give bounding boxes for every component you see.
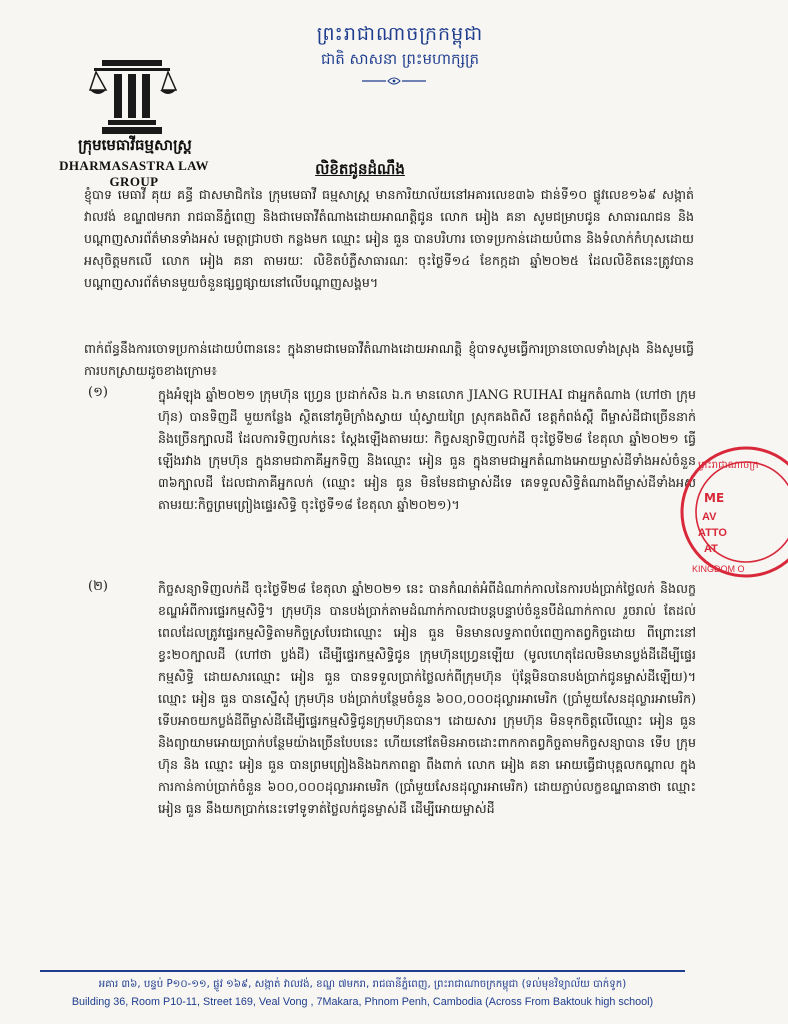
footer-address-khmer: អគារ ៣៦, បន្ទប់ P១០-១១, ផ្លូវ ១៦៩, សង្កាត់ វាលវង់, ខណ្ឌ ៧មករា, រាជធានីភ្នំពេញ, ព្រះរាជាណាចក្រកម្ពុជា (ទល់មុខវិទ្យាល័យ បាក់ទូក) (98, 979, 627, 990)
stamp-text: AT (704, 543, 718, 555)
stamp-text: ព្រះរាជាណាចក្រ (698, 460, 759, 471)
item-text: ក្នុងអំឡុង ឆ្នាំ២០២១ ក្រុមហ៊ុន ហ្វ្រេន ប្រដាក់សិន ឯ.ក មានលោក JIANG RUIHAI ជាអ្នកតំណាង (ហៅថា ក្រុមហ៊ុន) បានទិញដី មួយកន្លែង ស្ថិតនៅភូមិក្រាំងស្វាយ ឃុំស្វាយព្រៃ ស្រុកគងពិសី ខេត្តកំពង់ស្ពឺ ពីម្ចាស់ដីជាច្រើននាក់ និងច្រើនក្បាលដី ដែលការទិញលក់នេះ ស្តែងឡើងតាមរយៈ កិច្ចសន្យាទិញលក់ដី ចុះថ្ងៃទី២៨ ខែតុលា ឆ្នាំ២០២១ ធ្វើឡើងរវាង ក្រុមហ៊ុន ក្នុងនាមជាភាគីអ្នកទិញ និងឈ្មោះ អៀន ធួន ក្នុងនាមជាអ្នកតំណាងអោយម្ចាស់ដីទាំងអស់ចំនួន ៣៦ក្បាលដី ដែលជាភាគីអ្នកលក់ (ឈ្មោះ អៀន ធួន មិនមែនជាម្ចាស់ដីទេ គេទទួលសិទ្ធិតំណាងពីម្ចាស់ដីទាំងអស់ តាមរយៈកិច្ចព្រមព្រៀងផ្ទេរសិទ្ធិ ចុះថ្ងៃទី១៨ ខែតុលា ឆ្នាំ២០២១)។ (158, 387, 696, 512)
stamp-text: AV (702, 511, 717, 523)
intro-paragraph-2: ពាក់ព័ន្ធនឹងការចោទប្រកាន់ដោយបំពាននេះ ក្នុងនាមជាមេធាវីតំណាងដោយអាណត្តិ ខ្ញុំបាទសូមធ្វើការច្រានចោលទាំងស្រុង និងសូមធ្វើការបកស្រាយដូចខាងក្រោម៖ (84, 341, 694, 378)
firm-name-english: DHARMASASTRA LAW GROUP (59, 158, 209, 189)
official-seal-stamp-icon (678, 440, 788, 590)
stamp-text: ATTO (698, 527, 727, 539)
header-ornament-icon (360, 76, 428, 86)
item-text: កិច្ចសន្យាទិញលក់ដី ចុះថ្ងៃទី២៨ ខែតុលា ឆ្នាំ២០២១ នេះ បានកំណត់អំពីដំណាក់កាលនៃការបង់ប្រាក់ថ្លៃលក់ និងលក្ខខណ្ឌអំពីការផ្ទេរកម្មសិទ្ធិ។ ក្រុមហ៊ុន បានបង់ប្រាក់តាមដំណាក់កាលជាបន្តបន្ទាប់ចំនួនបីដំណាក់កាល រួចរាល់ តែដល់ពេលដែលត្រូវផ្ទេរកម្មសិទ្ធិតាមកិច្ចស្របែរជាឈ្មោះ អៀន ធួន មិនមានលទ្ធភាពបំពេញកាតព្វកិច្ចដោយ ពីព្រោះនៅខ្វះ២០ក្បាលដី (ហៅថា ប្លង់ដី) ដើម្បីផ្ទេរកម្មសិទ្ធិជូន ក្រុមហ៊ុនហ្វ្រេនឡើយ (មូលហេតុដែលមិនមានប្លង់ដីដើម្បីផ្ទេរកម្មសិទ្ធិ ដោយសារឈ្មោះ អៀន ធួន បានទទួលប្រាក់ថ្លៃលក់ពីក្រុមហ៊ុន ប៉ុន្តែមិនបានបង់ប្រាក់ជូនម្ចាស់ដីឡើយ)។ ឈ្មោះ អៀន ធួន បានស្នើសុំ ក្រុមហ៊ុន បង់ប្រាក់បន្ថែមចំនួន ៦០០,០០០ដុល្លារអាមេរិក (ប្រាំមួយសែនដុល្លារអាមេរិក) ទើបអាចយកប្លង់ដីពីម្ចាស់ដីដើម្បីផ្ទេរកម្មសិទ្ធិជូនក្រុមហ៊ុនបាន។ ដោយសារ ក្រុមហ៊ុន មិនទុកចិត្តលើឈ្មោះ អៀន ធួន និងព្យាយាមអោយប្រាក់បន្ថែមយ៉ាងច្រើនបែបនេះ ហើយនៅតែមិនអាចដោះពាកកាតព្វកិច្ចតាមកិច្ចសន្យាបាន ទើប ក្រុមហ៊ុន និង ឈ្មោះ អៀន ធួន បានព្រមព្រៀងនិងឯកភាពគ្នា ពឹងពាក់ លោក អៀង គនា អោយធ្វើជាបុគ្គលកណ្តាល ក្នុងការកាន់កាប់ប្រាក់ចំនួន ៦០០,០០០ដុល្លារអាមេរិក (ប្រាំមួយសែនដុល្លារអាមេរិក) ដោយភ្ជាប់លក្ខខណ្ឌធានាថា ឈ្មោះ អៀន ធួន នឹងយកប្រាក់នេះទៅទូទាត់ថ្លៃលក់ជូនម្ចាស់ដី ដើម្បីអោយម្ចាស់ដី (158, 581, 696, 816)
footer-address-english: Building 36, Room P10-11, Street 169, Veal Vong , 7Makara, Phnom Penh, Cambodia (Across From Baktouk high school) (71, 996, 654, 1008)
firm-name-khmer: ក្រុមមេធាវីធម្មសាស្ត្រ (78, 136, 192, 154)
scales-of-justice-logo-icon (88, 56, 176, 138)
footer-divider (40, 970, 685, 972)
kingdom-heading: ព្រះរាជាណាចក្រកម្ពុជា (316, 23, 484, 45)
national-motto: ជាតិ សាសនា ព្រះមហាក្សត្រ (320, 50, 480, 68)
intro-paragraph: ខ្ញុំបាទ មេធាវី គុយ គន្ធី ជាសមាជិកនៃ ក្រុមមេធាវី ធម្មសាស្ត្រ មានការិយាល័យនៅអគារលេខ៣៦ ជាន់ទី១០ ផ្លូវលេខ១៦៩ សង្កាត់វាលវង់ ខណ្ឌ៧មករា រាជធានីភ្នំពេញ និងជាមេធាវីតំណាងដោយអាណត្តិជូន លោក អៀង គនា សូមជម្រាបជូន សាធារណជន និងបណ្តាញសារព័ត៌មានទាំងអស់ មេត្តាជ្រាបថា កន្លងមក ឈ្មោះ អៀន ធួន បានបរិហារ ចោទប្រកាន់ដោយបំពាន និងទំលាក់កំហុសដោយអសុចិត្តមកលើ លោក អៀង គនា តាមរយៈ លិខិតបំភ្លឺសាធារណៈ ចុះថ្ងៃទី១៤ ខែកក្កដា ឆ្នាំ២០២៥ ដែលលិខិតនេះត្រូវបានបណ្តាញសារព័ត៌មានមួយចំនួនផ្សព្វផ្សាយនៅលើបណ្តាញសង្គម។ (84, 187, 694, 290)
stamp-text: KINGDOM O (692, 564, 745, 574)
item-number: (២) (88, 579, 108, 594)
item-number: (១) (88, 385, 108, 400)
document-title: លិខិតជូនដំណឹង (315, 160, 405, 178)
stamp-text: ME (704, 491, 725, 505)
